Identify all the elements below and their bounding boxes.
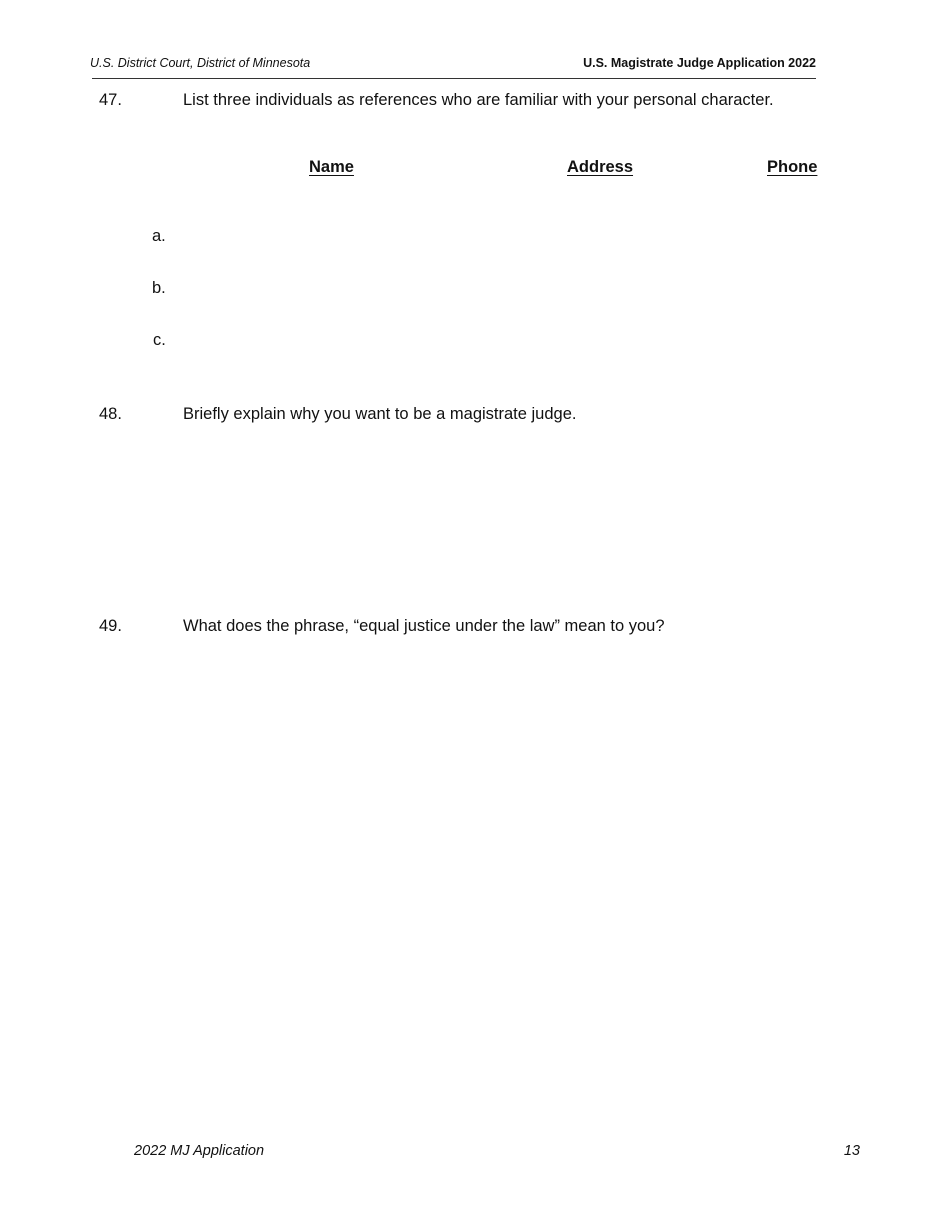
header-court: U.S. District Court, District of Minnesota: [90, 56, 311, 70]
column-header-phone: Phone: [767, 158, 818, 176]
question-48-text: Briefly explain why you want to be a magistrate judge.: [183, 405, 577, 423]
question-49-number: 49.: [99, 617, 122, 635]
column-header-address: Address: [567, 158, 634, 176]
reference-c-label: c.: [153, 331, 166, 349]
column-header-name: Name: [309, 158, 354, 176]
footer-page-number: 13: [843, 1143, 860, 1159]
footer-document-name: 2022 MJ Application: [134, 1143, 265, 1159]
header-title: U.S. Magistrate Judge Application 2022: [583, 56, 816, 70]
question-47-number: 47.: [99, 91, 122, 109]
question-49-text: What does the phrase, “equal justice under the law” mean to you?: [183, 617, 665, 635]
reference-a-label: a.: [152, 227, 166, 245]
question-48-number: 48.: [99, 405, 122, 423]
question-47-text: List three individuals as references who are familiar with your personal character.: [183, 91, 774, 109]
header-divider: [92, 78, 816, 79]
reference-b-label: b.: [152, 279, 166, 297]
